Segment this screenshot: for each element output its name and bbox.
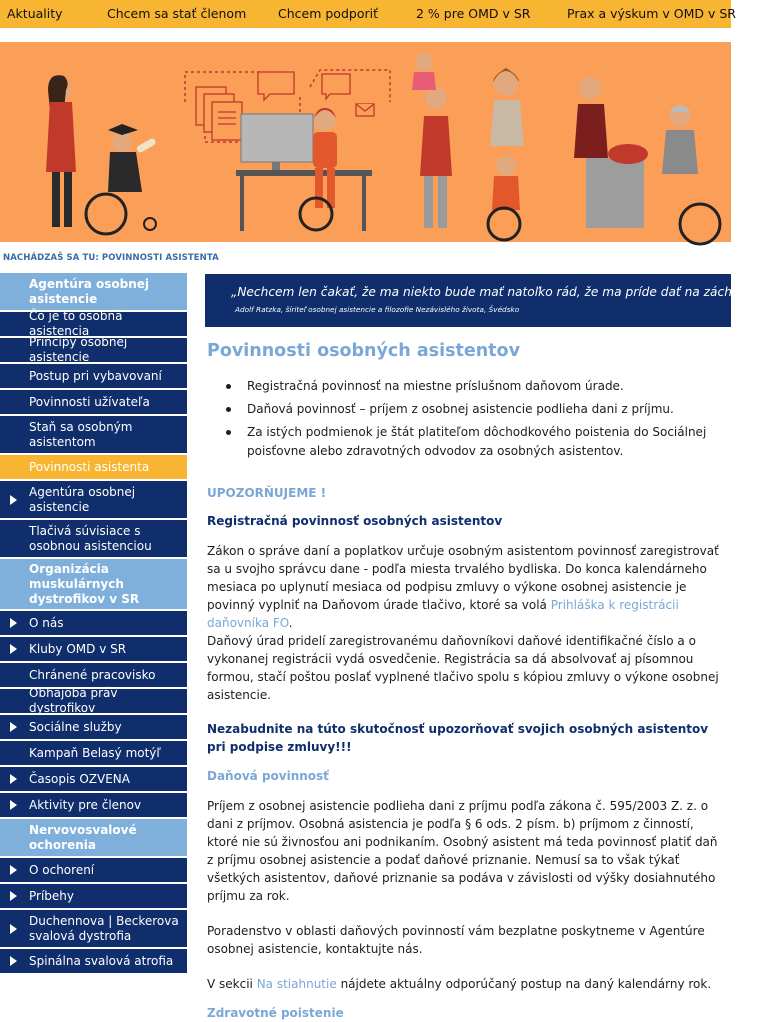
sidebar-item-tlaciva[interactable] (0, 520, 187, 557)
sidebar-item-label: Sociálne služby (29, 719, 122, 734)
sidebar-section-agentura[interactable] (0, 273, 187, 310)
nav-link-membership[interactable]: Chcem sa stať členom (107, 6, 247, 21)
list-item: Za istých podmienok je štát platiteľom dôchodkového poistenia do Sociálnej poisťovne alebo zdravotných odvodov za osobných asistentov. (224, 423, 722, 461)
quote-box (205, 274, 757, 327)
sidebar-item-spinalna-atrofia[interactable] (0, 949, 187, 973)
sidebar-item-label: Obhajoba práv dystrofikov (29, 686, 118, 715)
chevron-right-icon (10, 495, 17, 505)
sidebar-item-duchennova[interactable] (0, 910, 187, 947)
hero-banner (0, 42, 731, 242)
sidebar (0, 273, 187, 975)
sidebar-item-aktivity-pre-clenov[interactable] (0, 793, 187, 817)
tax-paragraph-3-post: nájdete aktuálny odporúčaný postup na daný kalendárny rok. (340, 977, 712, 991)
tax-paragraph-2: Poradenstvo v oblasti daňových povinností vám bezplatne poskytneme v Agentúre osobnej asistencie, kontaktujte nás. (207, 924, 705, 956)
sidebar-item-label: Postup pri vybavovaní (29, 368, 162, 383)
sidebar-item-principy[interactable] (0, 335, 187, 364)
sidebar-item-label: Chránené pracovisko (29, 667, 156, 682)
sidebar-item-povinnosti-asistenta[interactable] (0, 455, 187, 479)
warning-heading: UPOZORŇUJEME ! (207, 486, 327, 500)
sidebar-item-label: Princípy osobnej asistencie (29, 335, 128, 364)
sidebar-item-casopis-ozvena[interactable] (0, 767, 187, 791)
chevron-right-icon (10, 618, 17, 628)
sidebar-item-label: Povinnosti asistenta (29, 459, 150, 474)
sidebar-item-label: Čo je to osobná asistencia (29, 309, 123, 338)
sidebar-item-stan-sa-asistentom[interactable] (0, 416, 187, 453)
sidebar-item-label: Spinálna svalová atrofia (29, 953, 174, 968)
nav-link-support[interactable]: Chcem podporiť (278, 6, 378, 21)
top-navigation (0, 0, 736, 28)
sidebar-item-label: Tlačivá súvisiace s osobnou asistenciou (29, 523, 152, 553)
chevron-right-icon (10, 924, 17, 934)
chevron-right-icon (10, 774, 17, 784)
sidebar-item-kampan-belasy-motyl[interactable] (0, 741, 187, 765)
sidebar-item-label: Povinnosti užívateľa (29, 394, 150, 409)
sidebar-item-label: Organizácia muskulárnych dystrofikov v SR (29, 561, 140, 606)
tax-paragraph-3-pre: V sekcii (207, 977, 253, 991)
sidebar-item-pribehy[interactable] (0, 884, 187, 908)
sidebar-item-label: O nás (29, 615, 64, 630)
sidebar-item-chranene-pracovisko[interactable] (0, 663, 187, 687)
chevron-right-icon (10, 956, 17, 966)
sidebar-item-agentura-osobnej-asistencie[interactable] (0, 481, 187, 518)
sidebar-item-label: Nervovosvalové ochorenia (29, 822, 137, 852)
quote-author: Adolf Ratzka, šíriteľ osobnej asistencie a filozofie Nezávislého života, Švédsko (235, 305, 520, 314)
registration-text: Zákon o správe daní a poplatkov určuje osobným asistentom povinnosť zaregistrovať sa u svojho správcu dane - podľa miesta trvalého bydliska. Do konca kalendárneho mesiaca po uplynutí mesiaca od podpisu zmluvy o výkone osobnej asistencie je povinný vyplniť na Daňovom úrade tlačivo, ktoré sa volá (207, 544, 719, 612)
sidebar-item-label: O ochorení (29, 862, 95, 877)
sidebar-item-label: Duchennova | Beckerova svalová dystrofia (29, 913, 179, 943)
sidebar-item-label: Príbehy (29, 888, 74, 903)
sidebar-item-o-nas[interactable] (0, 611, 187, 635)
registration-text-end: . (288, 616, 293, 630)
sidebar-item-label: Časopis OZVENA (29, 771, 130, 786)
main-content (207, 340, 722, 1022)
sidebar-section-omd[interactable] (0, 559, 187, 609)
tax-paragraph-1: Príjem z osobnej asistencie podlieha dani z príjmu podľa zákona č. 595/2003 Z. z. o dani z príjmov. Osobná asistencia je podľa § 6 ods. 2 písm. b) príjmom z činností, ktoré nie sú živnosťou ani podnikaním. Osobný asistent má teda povinnosť platiť daň z príjmu osobnej asistencie a podať daňové priznanie. Nemusí sa to však týkať všetkých asistentov, daňové priznanie sa podáva v závislosti od výšky dosiahnutého príjmu za rok. (207, 799, 718, 903)
sidebar-item-obhajoba-prav[interactable] (0, 686, 187, 715)
sidebar-item-label: Aktivity pre členov (29, 797, 142, 812)
quote-text: „Nechcem len čakať, že ma niekto bude mať natoľko rád, že ma príde dať na záchod.“ (231, 285, 757, 299)
hero-illustration (0, 42, 731, 242)
list-item: Daňová povinnosť – príjem z osobnej asistencie podlieha dani z príjmu. (224, 400, 722, 419)
sidebar-item-kluby[interactable] (0, 637, 187, 661)
sidebar-item-label: Agentúra osobnej asistencie (29, 484, 136, 514)
page-title: Povinnosti osobných asistentov (207, 341, 520, 361)
sidebar-item-label: Staň sa osobným asistentom (29, 419, 133, 449)
health-heading: Zdravotné poistenie (207, 1006, 344, 1020)
sidebar-item-label: Kampaň Belasý motýľ (29, 745, 161, 760)
tax-heading: Daňová povinnosť (207, 769, 329, 783)
registration-text-2: Daňový úrad pridelí zaregistrovanému daňovníkovi daňové identifikačné číslo a o vykonanej registrácii vydá osvedčenie. Registrácia sa dá absolvovať aj písomnou formou, stačí poštou poslať vyplnené tlačivo spolu s kópiou zmluvy o výkone osobnej asistencie. (207, 634, 719, 702)
reminder-note: Nezabudnite na túto skutočnosť upozorňovať svojich osobných asistentov pri podpise zmluvy!!! (207, 722, 709, 754)
nav-link-research[interactable]: Prax a výskum v OMD v SR (567, 6, 736, 21)
sidebar-item-postup[interactable] (0, 364, 187, 388)
sidebar-item-socialne-sluzby[interactable] (0, 715, 187, 739)
duties-list (224, 377, 722, 461)
sidebar-item-co-je-osobna-asistencia[interactable] (0, 309, 187, 338)
registration-paragraph (207, 542, 722, 704)
sidebar-item-o-ochoreni[interactable] (0, 858, 187, 882)
sidebar-item-povinnosti-uzivatela[interactable] (0, 390, 187, 414)
chevron-right-icon (10, 722, 17, 732)
list-item: Registračná povinnosť na miestne príslušnom daňovom úrade. (224, 377, 722, 396)
registration-heading: Registračná povinnosť osobných asistentov (207, 514, 503, 528)
chevron-right-icon (10, 644, 17, 654)
downloads-link[interactable]: Na stiahnutie (256, 977, 337, 991)
chevron-right-icon (10, 891, 17, 901)
tax-paragraph-3 (207, 975, 722, 993)
sidebar-item-label: Agentúra osobnej asistencie (29, 276, 150, 306)
registration-form-link[interactable]: Prihláška k registrácii daňovníka FO (207, 598, 679, 630)
sidebar-section-nervovosvalove[interactable] (0, 819, 187, 856)
nav-link-aktuality[interactable]: Aktuality (7, 6, 63, 21)
chevron-right-icon (10, 800, 17, 810)
nav-link-two-percent[interactable]: 2 % pre OMD v SR (416, 6, 531, 21)
sidebar-item-label: Kluby OMD v SR (29, 641, 127, 656)
breadcrumb: NACHÁDZAŠ SA TU: POVINNOSTI ASISTENTA (3, 253, 219, 263)
chevron-right-icon (10, 865, 17, 875)
